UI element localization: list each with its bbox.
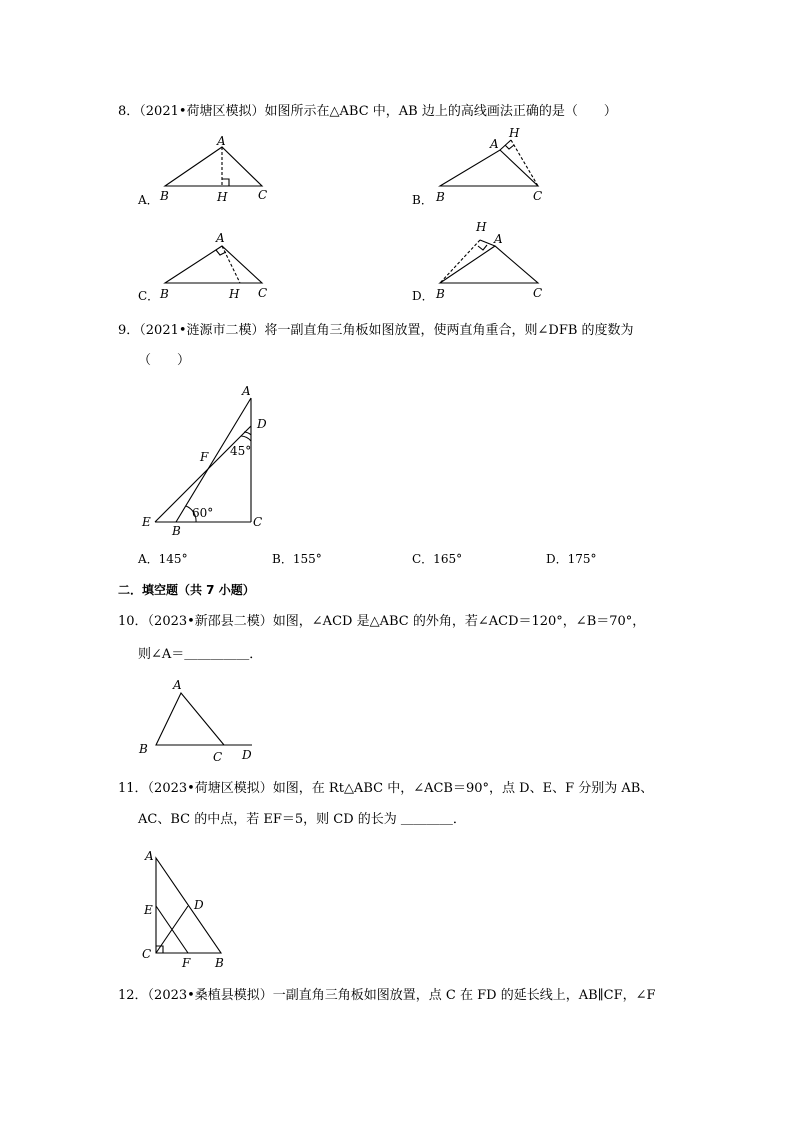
q8-d-point-c: C (533, 286, 543, 300)
q8-c-point-c: C (258, 286, 268, 300)
q8-option-d-label[interactable]: D． (412, 289, 434, 303)
q8-c-point-a: A (216, 231, 225, 245)
q11-point-b: B (215, 956, 224, 970)
q9-point-d: D (257, 417, 267, 431)
q10-point-c: C (213, 750, 223, 764)
q8-b-point-b: B (436, 190, 445, 204)
q9-point-f: F (200, 450, 209, 464)
q10-text-line1: 10．（2023•新邵县二模）如图，∠ACD 是△ABC 的外角，若∠ACD＝120°，∠B＝70°， (118, 614, 646, 629)
q9-angle-60: 60° (192, 506, 214, 520)
q8-option-c-label[interactable]: C． (138, 289, 160, 303)
q9-point-c: C (253, 515, 263, 529)
q8-a-point-h: H (217, 190, 228, 204)
q10-point-d: D (242, 748, 252, 762)
q10-point-a: A (173, 678, 182, 692)
q9-point-e: E (142, 515, 151, 529)
q11-text-line2: AC、BC 的中点，若 EF＝5，则 CD 的长为 ＿＿＿＿． (138, 812, 466, 827)
q10-point-b: B (139, 742, 148, 756)
q8-c-point-h: H (229, 287, 240, 301)
q11-text-line1: 11．（2023•荷塘区模拟）如图，在 Rt△ABC 中，∠ACB＝90°，点 D、E、F 分别为 AB、 (118, 781, 654, 796)
q12-text-line1: 12．（2023•桑植县模拟）一副直角三角板如图放置，点 C 在 FD 的延长线上，AB∥CF，∠F (118, 988, 656, 1003)
q8-option-a-label[interactable]: A． (138, 193, 159, 207)
q9-point-b: B (172, 524, 181, 538)
q9-option-c[interactable]: C．165° (412, 552, 463, 566)
q9-text-line2: （ ） (138, 353, 191, 368)
section-heading: 二．填空题（共 7 小题） (118, 583, 255, 597)
q8-option-b-label[interactable]: B． (412, 193, 433, 207)
q9-angle-45: 45° (230, 444, 252, 458)
q9-option-a[interactable]: A．145° (138, 552, 188, 566)
q8-d-point-a: A (494, 232, 503, 246)
q8-d-point-h: H (476, 220, 487, 234)
q8-a-point-a: A (217, 134, 226, 148)
q9-option-b[interactable]: B．155° (272, 552, 322, 566)
q8-d-point-b: B (436, 287, 445, 301)
q11-point-d: D (194, 898, 204, 912)
q10-text-line2: 则∠A＝＿＿＿＿＿． (138, 647, 263, 662)
q11-point-f: F (182, 956, 191, 970)
q8-text: 8．（2021•荷塘区模拟）如图所示在△ABC 中，AB 边上的高线画法正确的是（ ） (118, 104, 617, 119)
q8-b-point-h: H (509, 126, 520, 140)
q8-a-point-c: C (258, 188, 268, 202)
q11-point-a: A (145, 849, 154, 863)
q11-point-c: C (142, 947, 152, 961)
q8-a-point-b: B (160, 189, 169, 203)
q8-b-point-a: A (490, 137, 499, 151)
q8-c-point-b: B (160, 287, 169, 301)
q9-point-a: A (242, 384, 251, 398)
q11-point-e: E (144, 903, 153, 917)
q9-text-line1: 9．（2021•涟源市二模）将一副直角三角板如图放置，使两直角重合，则∠DFB 的度数为 (118, 323, 634, 338)
q9-option-d[interactable]: D．175° (546, 552, 597, 566)
q8-b-point-c: C (533, 189, 543, 203)
